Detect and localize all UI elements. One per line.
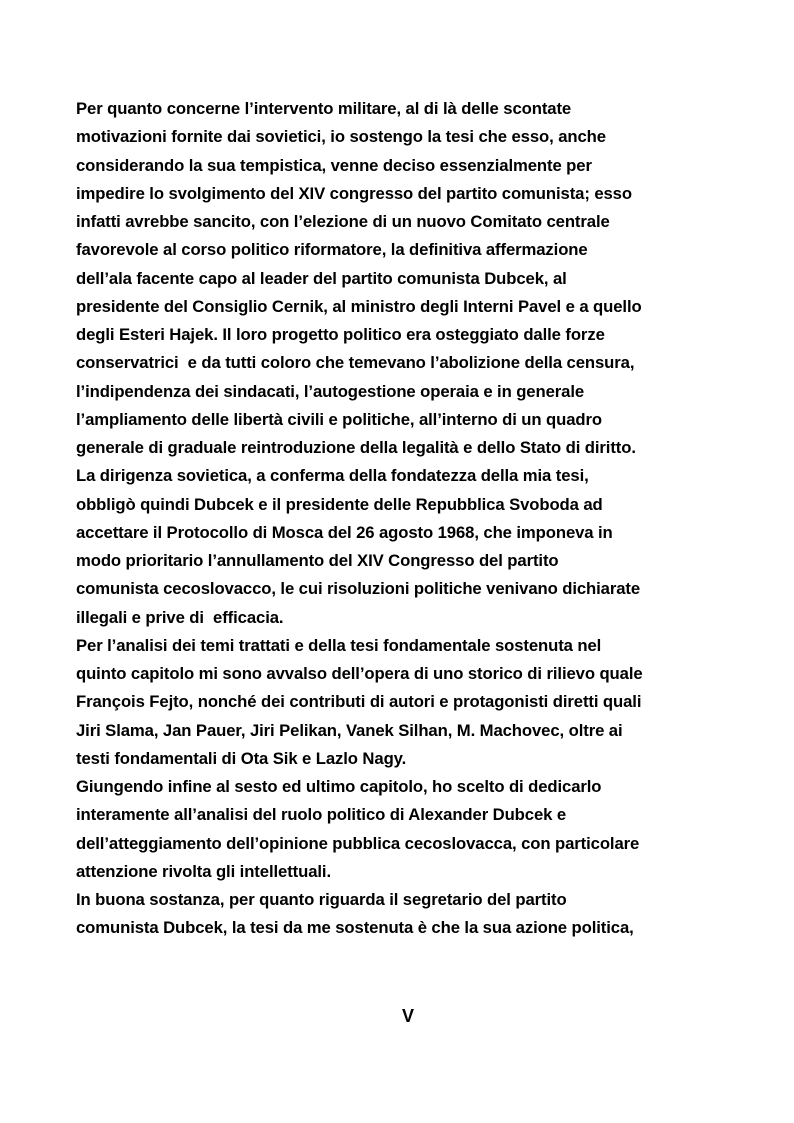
text-line: degli Esteri Hajek. Il loro progetto politico era osteggiato dalle forze xyxy=(76,325,605,344)
text-line: Jiri Slama, Jan Pauer, Jiri Pelikan, Vanek Silhan, M. Machovec, oltre ai xyxy=(76,720,623,740)
text-line: favorevole al corso politico riformatore, la definitiva affermazione xyxy=(76,240,588,260)
text-line: impedire lo svolgimento del XIV congresso del partito comunista; esso xyxy=(76,183,632,203)
text-line: accettare il Protocollo di Mosca del 26 agosto 1968, che imponeva in xyxy=(76,522,613,542)
text-line: conservatrici e da tutti coloro che temevano l’abolizione della censura, xyxy=(76,353,635,373)
text-line: testi fondamentali di Ota Sik e Lazlo Nagy. xyxy=(76,748,407,768)
text-line: dell’ala facente capo al leader del partito comunista Dubcek, al xyxy=(76,268,567,288)
text-line: illegali e prive di efficacia. xyxy=(76,607,284,627)
text-line: comunista Dubcek, la tesi da me sostenuta è che la sua azione politica, xyxy=(76,918,634,938)
text-line: interamente all’analisi del ruolo politico di Alexander Dubcek e xyxy=(76,805,567,825)
text-line: Per l’analisi dei temi trattati e della tesi fondamentale sostenuta nel xyxy=(76,635,602,655)
text-line: l’ampliamento delle libertà civili e politiche, all’interno di un quadro xyxy=(76,409,602,429)
text-line: François Fejto, nonché dei contributi di autori e protagonisti diretti quali xyxy=(76,692,642,712)
text-line: infatti avrebbe sancito, con l’elezione di un nuovo Comitato centrale xyxy=(76,212,610,231)
text-line: motivazioni fornite dai sovietici, io sostengo la tesi che esso, anche xyxy=(76,127,606,147)
text-line: dell’atteggiamento dell’opinione pubblica cecoslovacca, con particolare xyxy=(76,833,640,853)
text-line: generale di graduale reintroduzione della legalità e dello Stato di diritto. xyxy=(76,438,636,457)
text-line: modo prioritario l’annullamento del XIV Congresso del partito xyxy=(76,551,559,570)
body-text xyxy=(76,95,726,943)
text-line: presidente del Consiglio Cernik, al ministro degli Interni Pavel e a quello xyxy=(76,296,642,316)
text-line: attenzione rivolta gli intellettuali. xyxy=(76,861,331,881)
text-line: In buona sostanza, per quanto riguarda il segretario del partito xyxy=(76,890,567,909)
text-line: obbligò quindi Dubcek e il presidente delle Repubblica Svoboda ad xyxy=(76,494,603,514)
text-line: Per quanto concerne l’intervento militare, al di là delle scontate xyxy=(76,99,572,118)
text-line: comunista cecoslovacco, le cui risoluzioni politiche venivano dichiarate xyxy=(76,579,641,599)
text-line: quinto capitolo mi sono avvalso dell’opera di uno storico di rilievo quale xyxy=(76,664,643,683)
text-line: l’indipendenza dei sindacati, l’autogestione operaia e in generale xyxy=(76,381,585,401)
text-line: La dirigenza sovietica, a conferma della fondatezza della mia tesi, xyxy=(76,466,589,486)
text-line: Giungendo infine al sesto ed ultimo capitolo, ho scelto di dedicarlo xyxy=(76,777,602,796)
page-number: V xyxy=(401,1006,414,1026)
text-line: considerando la sua tempistica, venne deciso essenzialmente per xyxy=(76,155,592,175)
